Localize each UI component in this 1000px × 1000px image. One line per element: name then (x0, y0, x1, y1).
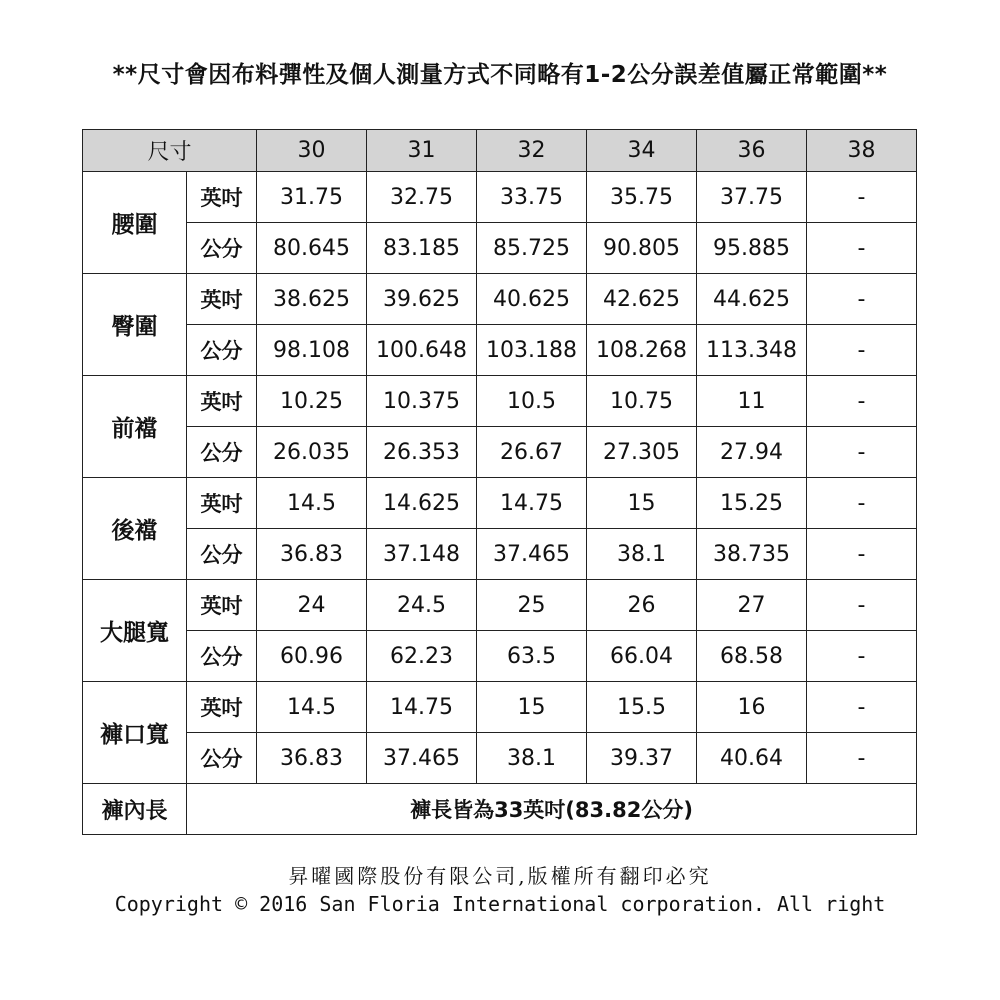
unit-label: 英吋 (187, 580, 257, 631)
value-cell: - (807, 223, 917, 274)
measurement-name: 大腿寬 (83, 580, 187, 682)
value-cell: 95.885 (697, 223, 807, 274)
value-cell: 37.465 (367, 733, 477, 784)
value-cell: - (807, 682, 917, 733)
value-cell: 38.735 (697, 529, 807, 580)
value-cell: 14.75 (477, 478, 587, 529)
unit-label: 英吋 (187, 376, 257, 427)
measurement-name: 腰圍 (83, 172, 187, 274)
measurement-row (83, 529, 917, 580)
value-cell: 37.465 (477, 529, 587, 580)
value-cell: 35.75 (587, 172, 697, 223)
value-cell: 32.75 (367, 172, 477, 223)
value-cell: 10.375 (367, 376, 477, 427)
value-cell: 26.035 (257, 427, 367, 478)
value-cell: 108.268 (587, 325, 697, 376)
value-cell: 37.75 (697, 172, 807, 223)
value-cell: - (807, 478, 917, 529)
value-cell: - (807, 529, 917, 580)
measurement-name: 後襠 (83, 478, 187, 580)
value-cell: 10.75 (587, 376, 697, 427)
value-cell: 16 (697, 682, 807, 733)
unit-label: 公分 (187, 529, 257, 580)
inseam-value: 褲長皆為33英吋(83.82公分) (187, 784, 917, 835)
value-cell: 90.805 (587, 223, 697, 274)
measurement-row (83, 580, 917, 631)
value-cell: 42.625 (587, 274, 697, 325)
inseam-row (83, 784, 917, 835)
value-cell: 62.23 (367, 631, 477, 682)
measurement-row (83, 274, 917, 325)
value-cell: 68.58 (697, 631, 807, 682)
value-cell: 26.353 (367, 427, 477, 478)
size-tolerance-note: **尺寸會因布料彈性及個人測量方式不同略有1-2公分誤差值屬正常範圍** (112, 62, 888, 88)
value-cell: 11 (697, 376, 807, 427)
value-cell: 14.5 (257, 682, 367, 733)
size-header-label: 尺寸 (83, 130, 257, 172)
unit-label: 英吋 (187, 172, 257, 223)
value-cell: 39.625 (367, 274, 477, 325)
unit-label: 公分 (187, 223, 257, 274)
unit-label: 公分 (187, 427, 257, 478)
value-cell: 80.645 (257, 223, 367, 274)
value-cell: 83.185 (367, 223, 477, 274)
value-cell: 15.25 (697, 478, 807, 529)
company-copyright-notice: 昇曜國際股份有限公司,版權所有翻印必究 (288, 864, 712, 888)
measurement-row (83, 631, 917, 682)
measurement-name: 臀圍 (83, 274, 187, 376)
value-cell: - (807, 274, 917, 325)
value-cell: 103.188 (477, 325, 587, 376)
measurement-name: 前襠 (83, 376, 187, 478)
measurement-row (83, 733, 917, 784)
value-cell: 14.5 (257, 478, 367, 529)
value-cell: 36.83 (257, 733, 367, 784)
value-cell: 100.648 (367, 325, 477, 376)
measurement-row (83, 223, 917, 274)
value-cell: - (807, 172, 917, 223)
value-cell: 113.348 (697, 325, 807, 376)
value-cell: 98.108 (257, 325, 367, 376)
value-cell: 66.04 (587, 631, 697, 682)
value-cell: - (807, 733, 917, 784)
unit-label: 英吋 (187, 274, 257, 325)
value-cell: 31.75 (257, 172, 367, 223)
value-cell: 27.305 (587, 427, 697, 478)
value-cell: 24 (257, 580, 367, 631)
size-column-header: 31 (367, 130, 477, 172)
value-cell: 85.725 (477, 223, 587, 274)
value-cell: 15 (477, 682, 587, 733)
value-cell: 27 (697, 580, 807, 631)
value-cell: 39.37 (587, 733, 697, 784)
size-column-header: 32 (477, 130, 587, 172)
measurement-row (83, 682, 917, 733)
value-cell: 40.64 (697, 733, 807, 784)
value-cell: 10.25 (257, 376, 367, 427)
size-header-row (83, 130, 917, 172)
value-cell: 33.75 (477, 172, 587, 223)
value-cell: - (807, 631, 917, 682)
value-cell: 63.5 (477, 631, 587, 682)
value-cell: 27.94 (697, 427, 807, 478)
size-column-header: 30 (257, 130, 367, 172)
value-cell: 10.5 (477, 376, 587, 427)
value-cell: 14.75 (367, 682, 477, 733)
unit-label: 英吋 (187, 478, 257, 529)
size-chart-table (82, 129, 917, 835)
value-cell: 26.67 (477, 427, 587, 478)
value-cell: 37.148 (367, 529, 477, 580)
size-chart-body (83, 172, 917, 835)
inseam-label: 褲內長 (83, 784, 187, 835)
value-cell: 36.83 (257, 529, 367, 580)
measurement-row (83, 478, 917, 529)
unit-label: 公分 (187, 631, 257, 682)
value-cell: 15.5 (587, 682, 697, 733)
value-cell: 60.96 (257, 631, 367, 682)
size-column-header: 38 (807, 130, 917, 172)
measurement-row (83, 427, 917, 478)
value-cell: 38.625 (257, 274, 367, 325)
unit-label: 英吋 (187, 682, 257, 733)
measurement-row (83, 376, 917, 427)
value-cell: 44.625 (697, 274, 807, 325)
value-cell: - (807, 580, 917, 631)
value-cell: 24.5 (367, 580, 477, 631)
value-cell: 14.625 (367, 478, 477, 529)
value-cell: 15 (587, 478, 697, 529)
unit-label: 公分 (187, 325, 257, 376)
unit-label: 公分 (187, 733, 257, 784)
value-cell: - (807, 427, 917, 478)
measurement-name: 褲口寬 (83, 682, 187, 784)
value-cell: 40.625 (477, 274, 587, 325)
measurement-row (83, 172, 917, 223)
measurement-row (83, 325, 917, 376)
size-column-header: 36 (697, 130, 807, 172)
value-cell: 26 (587, 580, 697, 631)
value-cell: 38.1 (477, 733, 587, 784)
value-cell: - (807, 325, 917, 376)
size-column-header: 34 (587, 130, 697, 172)
value-cell: 38.1 (587, 529, 697, 580)
value-cell: - (807, 376, 917, 427)
value-cell: 25 (477, 580, 587, 631)
copyright-line: Copyright © 2016 San Floria International corporation. All right (114, 892, 886, 916)
